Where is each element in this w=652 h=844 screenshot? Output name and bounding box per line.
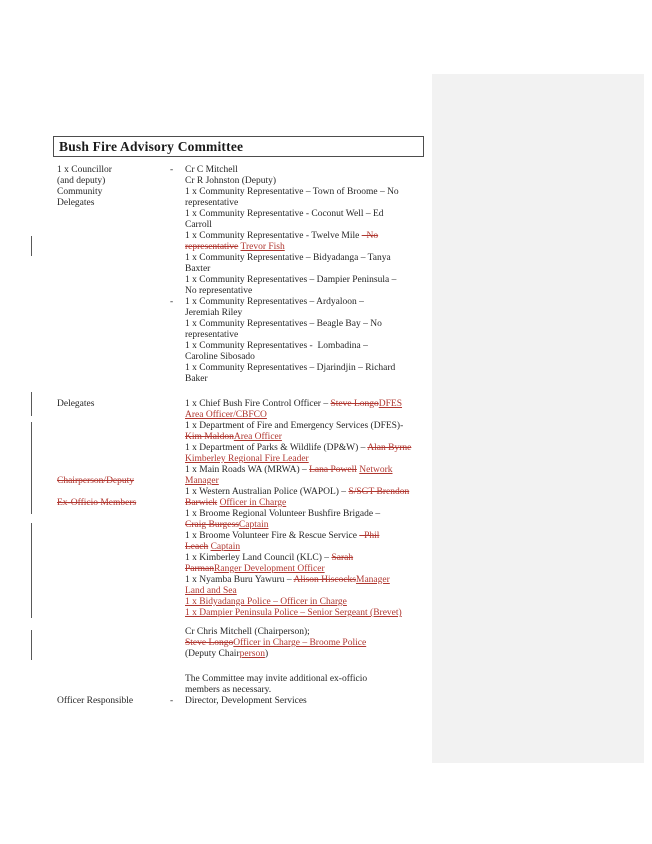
row-content xyxy=(185,498,440,509)
row-content xyxy=(185,399,440,410)
row-content xyxy=(185,509,440,520)
row-dash xyxy=(170,187,185,198)
row-dash xyxy=(170,487,185,498)
row-dash xyxy=(170,586,185,597)
text-segment: 1 x Broome Volunteer Fire & Rescue Service xyxy=(185,531,360,541)
doc-line xyxy=(0,465,440,476)
row-label xyxy=(57,649,170,660)
inserted-text: Manager xyxy=(356,575,390,585)
inserted-text: Manager xyxy=(185,476,219,486)
row-content xyxy=(185,531,440,542)
doc-line xyxy=(0,432,440,443)
document-body xyxy=(0,165,440,707)
row-label xyxy=(57,319,170,330)
text-segment: 1 x Nyamba Buru Yawuru – xyxy=(185,575,294,585)
doc-line xyxy=(0,275,440,286)
row-content xyxy=(185,465,440,476)
deleted-text: Steve Longo xyxy=(185,638,234,648)
row-dash xyxy=(170,308,185,319)
review-pane xyxy=(432,74,644,763)
text-segment: 1 x Community Representative - Twelve Mile xyxy=(185,231,362,241)
deleted-text: Sarah xyxy=(331,553,354,563)
row-dash xyxy=(170,465,185,476)
row-content xyxy=(185,308,440,319)
doc-line xyxy=(0,253,440,264)
row-dash xyxy=(170,319,185,330)
row-label: Delegates xyxy=(57,399,95,409)
doc-line xyxy=(0,330,440,341)
row-dash xyxy=(170,374,185,385)
change-bar xyxy=(31,392,32,416)
text-segment: 1 x Kimberley Land Council (KLC) – xyxy=(185,553,332,563)
doc-line xyxy=(0,286,440,297)
doc-line xyxy=(0,176,440,187)
doc-line xyxy=(0,498,440,509)
inserted-text: Network xyxy=(359,465,393,475)
deleted-text: Parman xyxy=(185,564,215,574)
row-label xyxy=(57,674,170,685)
text-segment: 1 x Community Representatives – Djarindjin – Richard xyxy=(185,363,396,373)
row-content xyxy=(185,410,440,421)
text-segment: Caroline Sibosado xyxy=(185,352,255,362)
page-title: Bush Fire Advisory Committee xyxy=(53,136,424,157)
row-label xyxy=(57,231,170,242)
deleted-text: Alan Byrne xyxy=(367,443,412,453)
row-dash xyxy=(170,443,185,454)
row-dash xyxy=(170,649,185,660)
doc-line xyxy=(0,476,440,487)
doc-line xyxy=(0,487,440,498)
row-dash: - xyxy=(170,696,174,706)
doc-line xyxy=(0,352,440,363)
deleted-text: Craig Burgess xyxy=(185,520,239,530)
doc-line xyxy=(0,649,440,660)
doc-line xyxy=(0,363,440,374)
row-content xyxy=(185,341,440,352)
row-dash xyxy=(170,531,185,542)
row-label xyxy=(57,520,170,531)
row-dash xyxy=(170,674,185,685)
doc-line xyxy=(0,542,440,553)
row-dash xyxy=(170,685,185,696)
row-label xyxy=(57,638,170,649)
row-dash xyxy=(170,286,185,297)
text-segment: Cr R Johnston (Deputy) xyxy=(185,176,277,186)
text-segment: 1 x Community Representatives - Lombadina – xyxy=(185,341,368,351)
row-label xyxy=(57,531,170,542)
deleted-text: Kim Maldon xyxy=(185,432,234,442)
inserted-text: Captain xyxy=(210,542,241,552)
row-label xyxy=(57,374,170,385)
row-label xyxy=(57,264,170,275)
row-content xyxy=(185,597,440,608)
row-label xyxy=(57,242,170,253)
row-content xyxy=(185,187,440,198)
text-segment: representative xyxy=(185,198,239,208)
row-label xyxy=(57,553,170,564)
row-label: 1 x Councillor xyxy=(57,165,112,175)
deleted-text: –Phil xyxy=(359,531,380,541)
doc-line xyxy=(0,520,440,531)
deleted-text: –No xyxy=(361,231,379,241)
doc-line xyxy=(0,319,440,330)
deleted-text: representative xyxy=(185,242,239,252)
doc-line xyxy=(0,165,440,176)
row-content xyxy=(185,674,440,685)
row-label xyxy=(57,410,170,421)
text-segment: The Committee may invite additional ex-officio xyxy=(185,674,368,684)
doc-line xyxy=(0,597,440,608)
row-content xyxy=(185,363,440,374)
row-label xyxy=(57,509,170,520)
row-dash xyxy=(170,341,185,352)
row-content xyxy=(185,352,440,363)
row-dash xyxy=(170,627,185,638)
text-segment: Director, Development Services xyxy=(185,696,307,706)
row-label: Community xyxy=(57,187,103,197)
doc-line xyxy=(0,220,440,231)
row-dash xyxy=(170,454,185,465)
row-dash xyxy=(170,575,185,586)
row-content xyxy=(185,253,440,264)
row-dash xyxy=(170,421,185,432)
doc-line xyxy=(0,443,440,454)
row-dash xyxy=(170,520,185,531)
row-dash xyxy=(170,176,185,187)
row-content xyxy=(185,264,440,275)
inserted-text: Trevor Fish xyxy=(240,242,285,252)
row-label xyxy=(57,443,170,454)
text-segment: 1 x Community Representative - Coconut Well – Ed xyxy=(185,209,384,219)
deleted-text: Lana Powell xyxy=(309,465,357,475)
row-dash xyxy=(170,476,185,487)
row-dash xyxy=(170,198,185,209)
row-dash xyxy=(170,597,185,608)
inserted-text: person xyxy=(239,649,265,659)
row-label xyxy=(57,421,170,432)
row-content xyxy=(185,330,440,341)
row-content xyxy=(185,275,440,286)
doc-line xyxy=(0,575,440,586)
doc-line xyxy=(0,696,440,707)
row-dash xyxy=(170,638,185,649)
row-label: (and deputy) xyxy=(57,176,106,186)
inserted-text: Area Officer xyxy=(233,432,282,442)
row-content xyxy=(185,297,440,308)
doc-line xyxy=(0,564,440,575)
doc-line xyxy=(0,674,440,685)
text-segment: 1 x Community Representatives – Ardyaloon – xyxy=(185,297,364,307)
row-content xyxy=(185,220,440,231)
deleted-text: S/SGT Brendon xyxy=(348,487,410,497)
text-segment: 1 x Community Representatives – Dampier Peninsula – xyxy=(185,275,397,285)
inserted-text: Area Officer/CBFCO xyxy=(185,410,267,420)
deleted-text: Barwick xyxy=(185,498,218,508)
row-content xyxy=(185,432,440,443)
text-segment: 1 x Community Representative – Town of Broome – No xyxy=(185,187,399,197)
inserted-text: Kimberley Regional Fire Leader xyxy=(185,454,309,464)
row-dash xyxy=(170,330,185,341)
row-label xyxy=(57,308,170,319)
row-content xyxy=(185,553,440,564)
row-content xyxy=(185,575,440,586)
deleted-text: Leach xyxy=(185,542,209,552)
row-label xyxy=(57,275,170,286)
doc-line xyxy=(0,297,440,308)
row-dash xyxy=(170,542,185,553)
row-label xyxy=(57,564,170,575)
doc-line xyxy=(0,341,440,352)
doc-line xyxy=(0,209,440,220)
row-dash xyxy=(170,498,185,509)
doc-line xyxy=(0,264,440,275)
doc-line xyxy=(0,531,440,542)
row-content xyxy=(185,231,440,242)
row-content xyxy=(185,608,440,619)
doc-line xyxy=(0,509,440,520)
row-content xyxy=(185,586,440,597)
row-dash xyxy=(170,432,185,443)
doc-line xyxy=(0,586,440,597)
doc-line xyxy=(0,231,440,242)
row-label xyxy=(57,432,170,443)
doc-line xyxy=(0,454,440,465)
text-segment: 1 x Chief Bush Fire Control Officer – xyxy=(185,399,331,409)
row-content xyxy=(185,286,440,297)
text-segment: Baxter xyxy=(185,264,211,274)
row-dash xyxy=(170,253,185,264)
text-segment: Carroll xyxy=(185,220,212,230)
row-label: Officer Responsible xyxy=(57,696,134,706)
text-segment: 1 x Department of Parks & Wildlife (DP&W) – xyxy=(185,443,368,453)
row-label xyxy=(57,542,170,553)
row-label xyxy=(57,454,170,465)
row-label xyxy=(57,253,170,264)
text-segment: 1 x Department of Fire and Emergency Services (DFES)- xyxy=(185,421,404,431)
doc-line xyxy=(0,608,440,619)
row-content xyxy=(185,487,440,498)
change-bar xyxy=(31,236,32,256)
row-content xyxy=(185,564,440,575)
row-content xyxy=(185,685,440,696)
text-segment: (Deputy Chair xyxy=(185,649,240,659)
inserted-text: Officer in Charge – Broome Police xyxy=(233,638,367,648)
row-content xyxy=(185,638,440,649)
doc-line xyxy=(0,553,440,564)
row-label xyxy=(57,627,170,638)
change-bar xyxy=(31,630,32,660)
row-label xyxy=(57,586,170,597)
row-label: Chairperson/Deputy xyxy=(57,476,135,486)
row-dash xyxy=(170,410,185,421)
text-segment: 1 x Broome Regional Volunteer Bushfire Brigade – xyxy=(185,509,381,519)
inserted-text: Land and Sea xyxy=(185,586,237,596)
row-dash xyxy=(170,220,185,231)
row-dash xyxy=(170,242,185,253)
inserted-text: 1 x Bidyadanga Police – Officer in Charge xyxy=(185,597,347,607)
row-content xyxy=(185,649,440,660)
row-dash xyxy=(170,608,185,619)
doc-line xyxy=(0,308,440,319)
row-label xyxy=(57,597,170,608)
row-label xyxy=(57,209,170,220)
row-label: Delegates xyxy=(57,198,95,208)
row-content xyxy=(185,476,440,487)
row-dash xyxy=(170,275,185,286)
inserted-text: Ranger Development Officer xyxy=(214,564,325,574)
doc-line xyxy=(0,627,440,638)
row-content xyxy=(185,421,440,432)
inserted-text: Officer in Charge xyxy=(219,498,287,508)
row-dash xyxy=(170,363,185,374)
text-segment: Cr C Mitchell xyxy=(185,165,238,175)
row-content xyxy=(185,209,440,220)
doc-line xyxy=(0,242,440,253)
text-segment: members as necessary. xyxy=(185,685,272,695)
doc-line xyxy=(0,374,440,385)
row-label xyxy=(57,341,170,352)
row-label xyxy=(57,330,170,341)
row-content xyxy=(185,443,440,454)
deleted-text: Alison Hiscocks xyxy=(293,575,357,585)
row-label xyxy=(57,487,170,498)
row-content xyxy=(185,319,440,330)
row-label xyxy=(57,220,170,231)
row-content xyxy=(185,542,440,553)
row-dash xyxy=(170,264,185,275)
row-content xyxy=(185,520,440,531)
text-segment: representative xyxy=(185,330,239,340)
text-segment: 1 x Western Australian Police (WAPOL) – xyxy=(185,487,349,497)
text-segment: ) xyxy=(264,649,269,659)
text-segment: No representative xyxy=(185,286,253,296)
row-label xyxy=(57,297,170,308)
text-segment: 1 x Main Roads WA (MRWA) – xyxy=(185,465,310,475)
row-content xyxy=(185,696,440,707)
inserted-text: 1 x Dampier Peninsula Police – Senior Sergeant (Brevet) xyxy=(185,608,402,618)
doc-line xyxy=(0,685,440,696)
row-label: Ex-Officio Members xyxy=(57,498,137,508)
row-dash xyxy=(170,553,185,564)
row-content xyxy=(185,165,440,176)
row-content xyxy=(185,198,440,209)
row-content xyxy=(185,627,440,638)
row-dash: - xyxy=(170,165,174,175)
row-dash: - xyxy=(170,297,174,307)
text-segment: Jeremiah Riley xyxy=(185,308,243,318)
row-dash xyxy=(170,352,185,363)
row-label xyxy=(57,685,170,696)
inserted-text: Captain xyxy=(238,520,269,530)
row-dash xyxy=(170,209,185,220)
text-segment: 1 x Community Representatives – Beagle Bay – No xyxy=(185,319,382,329)
text-segment: 1 x Community Representative – Bidyadanga – Tanya xyxy=(185,253,391,263)
doc-line xyxy=(0,198,440,209)
doc-line xyxy=(0,410,440,421)
doc-line xyxy=(0,421,440,432)
doc-line xyxy=(0,187,440,198)
row-label xyxy=(57,465,170,476)
row-dash xyxy=(170,509,185,520)
row-content xyxy=(185,374,440,385)
text-segment: Cr Chris Mitchell (Chairperson); xyxy=(185,627,310,637)
row-dash xyxy=(170,231,185,242)
doc-line xyxy=(0,638,440,649)
doc-line xyxy=(0,399,440,410)
deleted-text: Steve Longo xyxy=(330,399,379,409)
row-content xyxy=(185,454,440,465)
inserted-text: DFES xyxy=(378,399,403,409)
row-label xyxy=(57,286,170,297)
row-label xyxy=(57,608,170,619)
row-label xyxy=(57,575,170,586)
row-label xyxy=(57,363,170,374)
row-label xyxy=(57,352,170,363)
row-content xyxy=(185,242,440,253)
row-dash xyxy=(170,399,185,410)
change-bar xyxy=(31,422,32,514)
change-bar xyxy=(31,523,32,618)
row-content xyxy=(185,176,440,187)
row-dash xyxy=(170,564,185,575)
text-segment: Baker xyxy=(185,374,208,384)
